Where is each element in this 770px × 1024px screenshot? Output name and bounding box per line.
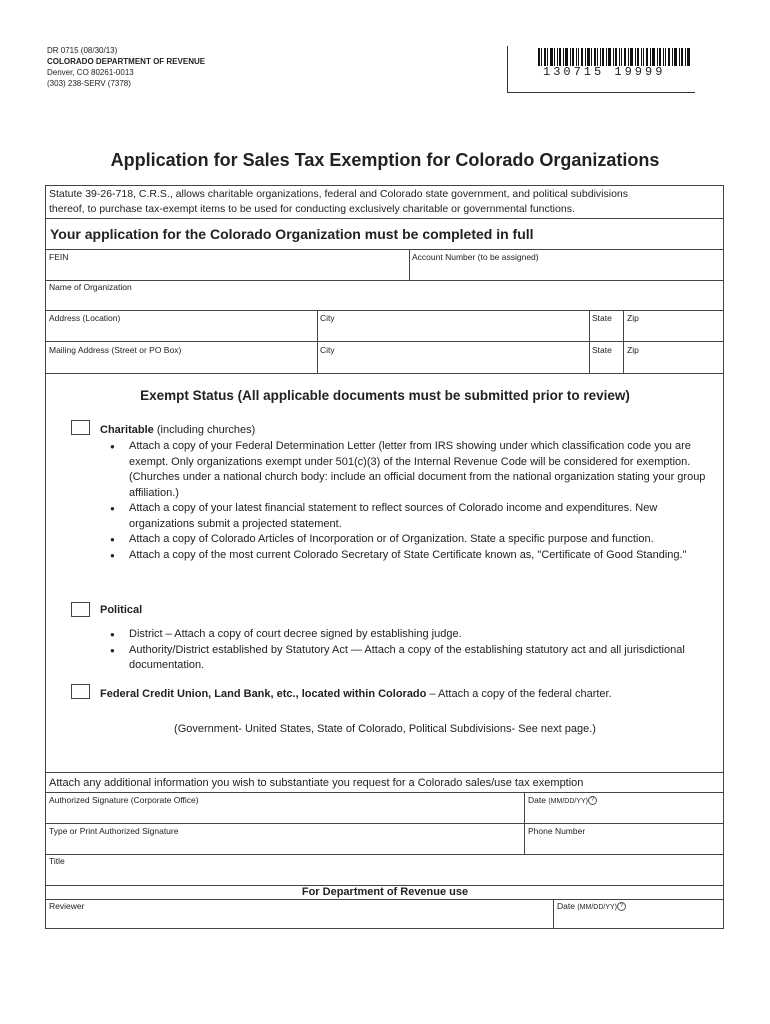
form-id: DR 0715 (08/30/13) [47, 46, 118, 55]
statute-line-1: Statute 39-26-718, C.R.S., allows charitable organizations, federal and Colorado state government, and political subdivisions [49, 188, 628, 200]
exempt-status-heading: Exempt Status (All applicable documents must be submitted prior to review) [140, 388, 630, 403]
account-number-label: Account Number (to be assigned) [412, 252, 539, 262]
org-name-label: Name of Organization [49, 282, 132, 292]
list-item: ● Authority/District established by Statutory Act — Attach a copy of the establishing statutory act and all jurisdictional documentation. [110, 643, 720, 674]
political-checkbox[interactable] [71, 602, 90, 617]
federal-checkbox[interactable] [71, 684, 90, 699]
barcode-number: 130715 19999 [543, 65, 666, 79]
list-item: ● Attach a copy of your latest financial statement to reflect sources of Colorado income and expenditures. New organizations submit a projected statement. [110, 501, 720, 532]
phone-number-label: Phone Number [528, 826, 586, 836]
department-address: Denver, CO 80261-0013 [47, 68, 134, 77]
address-location-label: Address (Location) [49, 313, 121, 323]
divider [45, 341, 724, 342]
list-item: ● Attach a copy of your Federal Determination Letter (letter from IRS showing under which classification code you are exempt. Only organizations exempt under 501(c)(3) of the Internal Revenue Code will be considered for exemption. (Churches under a national church body: include an official document from the national organization stating your group affiliation.) [110, 439, 720, 501]
government-note: (Government- United States, State of Colorado, Political Subdivisions- See next page.) [174, 723, 596, 735]
divider [45, 854, 724, 855]
state-label: State [592, 313, 612, 323]
section-title: Your application for the Colorado Organization must be completed in full [50, 226, 534, 242]
info-icon: ? [617, 902, 626, 911]
divider [45, 280, 724, 281]
statute-line-2: thereof, to purchase tax-exempt items to be used for conducting exclusively charitable or governmental functions. [49, 203, 575, 215]
reviewer-label: Reviewer [49, 901, 85, 911]
attach-note: Attach any additional information you wish to substantiate you request for a Colorado sales/use tax exemption [49, 777, 584, 789]
zip-label: Zip [627, 313, 639, 323]
mailing-address-label: Mailing Address (Street or PO Box) [49, 345, 182, 355]
dor-use-heading: For Department of Revenue use [301, 886, 469, 898]
divider [45, 249, 724, 250]
divider [45, 792, 724, 793]
charitable-note: (including churches) [153, 424, 256, 436]
divider [45, 218, 724, 219]
department-name: COLORADO DEPARTMENT OF REVENUE [47, 57, 206, 66]
date-text: Date [557, 901, 575, 911]
charitable-requirements [110, 439, 720, 563]
city-label: City [320, 313, 335, 323]
divider [409, 249, 410, 280]
info-icon: ? [588, 796, 597, 805]
political-requirements [110, 627, 720, 674]
list-item: ● Attach a copy of Colorado Articles of Incorporation or of Organization. State a specific purpose and function. [110, 532, 720, 548]
mailing-zip-label: Zip [627, 345, 639, 355]
form-header [47, 45, 205, 89]
political-label [100, 604, 142, 616]
fein-label: FEIN [49, 252, 69, 262]
barcode [538, 48, 690, 66]
department-phone: (303) 238-SERV (7378) [47, 79, 131, 88]
federal-title: Federal Credit Union, Land Bank, etc., located within Colorado [100, 688, 427, 700]
date-text: Date [528, 795, 546, 805]
divider [45, 823, 724, 824]
divider [45, 899, 724, 900]
statute-text [49, 187, 719, 217]
date-format: (MM/DD/YY) [548, 798, 589, 805]
charitable-title: Charitable [100, 424, 154, 436]
date-format: (MM/DD/YY) [577, 904, 618, 911]
reviewer-date-label [557, 901, 626, 911]
divider [553, 899, 554, 929]
federal-note: – Attach a copy of the federal charter. [426, 688, 612, 700]
print-signature-label: Type or Print Authorized Signature [49, 826, 179, 836]
mailing-city-label: City [320, 345, 335, 355]
title-label: Title [49, 856, 65, 866]
divider [45, 373, 724, 374]
authorized-signature-label: Authorized Signature (Corporate Office) [49, 795, 199, 805]
signature-date-label [528, 795, 597, 805]
charitable-label [100, 424, 255, 436]
list-item: ● Attach a copy of the most current Colorado Secretary of State Certificate known as, "Certificate of Good Standing." [110, 548, 720, 564]
mailing-state-label: State [592, 345, 612, 355]
divider [45, 772, 724, 773]
form-title: Application for Sales Tax Exemption for Colorado Organizations [110, 150, 660, 170]
political-title: Political [100, 604, 143, 616]
federal-label [100, 688, 612, 700]
charitable-checkbox[interactable] [71, 420, 90, 435]
list-item: ● District – Attach a copy of court decree signed by establishing judge. [110, 627, 720, 643]
